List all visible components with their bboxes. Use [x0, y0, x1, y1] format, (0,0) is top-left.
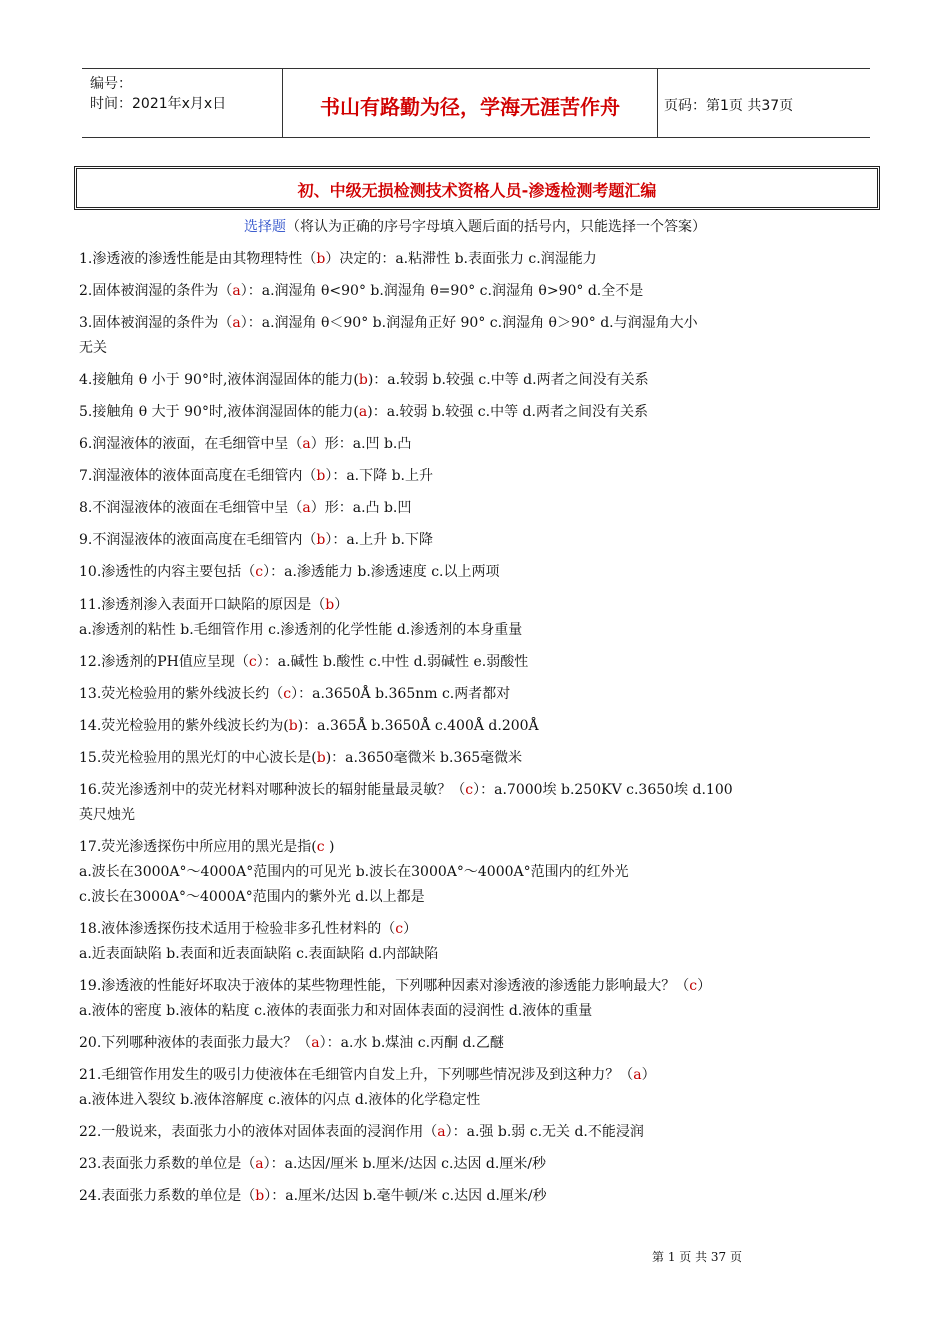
question-text: 无关: [79, 340, 107, 356]
question-line: [79, 836, 879, 856]
question-text: 21.毛细管作用发生的吸引力使液体在毛细管内自发上升，下列哪些情况涉及到这种力？（: [79, 1067, 634, 1083]
options-text: ）: [403, 921, 418, 937]
page-info: 页码：第1页 共37页: [664, 98, 794, 114]
answer-letter: a: [302, 500, 311, 516]
question-text: 20.下列哪种液体的表面张力最大？（: [79, 1035, 312, 1051]
question-line: [79, 779, 879, 799]
question-line: [79, 1032, 879, 1052]
options-text: ）：a.下降 b.上升: [325, 468, 433, 484]
question-line: [79, 943, 879, 963]
options-text: ）: [641, 1067, 656, 1083]
options-text: )：a.较弱 b.较强 c.中等 d.两者之间没有关系: [367, 404, 648, 420]
answer-letter: c: [248, 654, 257, 670]
question-text: 14.荧光检验用的紫外线波长约为(: [79, 718, 289, 734]
question-line: [79, 465, 879, 485]
document-title-box: [74, 166, 880, 210]
section-label: 选择题: [244, 219, 286, 235]
answer-letter: a: [633, 1067, 642, 1083]
question-line: [79, 975, 879, 995]
section-instruction: （将认为正确的序号字母填入题后面的括号内，只能选择一个答案）: [286, 219, 706, 235]
date-label: 时间：2021年x月x日: [90, 96, 227, 112]
options-text: ）：a.水 b.煤油 c.丙酮 d.乙醚: [319, 1035, 504, 1051]
question-text: 19.渗透液的性能好坏取决于液体的某些物理性能，下列哪种因素对渗透液的渗透能力影响最大？（: [79, 978, 690, 994]
answer-letter: b: [288, 718, 298, 734]
question-text: a.液体的密度 b.液体的粘度 c.液体的表面张力和对固体表面的浸润性 d.液体的重量: [79, 1003, 593, 1019]
question-line: [79, 1153, 879, 1173]
question-line: [79, 747, 879, 767]
options-text: ): [324, 839, 335, 855]
options-text: ）：a.润湿角 θ<90° b.润湿角 θ=90° c.润湿角 θ>90° d.全不是: [240, 283, 644, 299]
answer-letter: b: [358, 372, 368, 388]
question-line: [79, 529, 879, 549]
question-line: [79, 312, 879, 332]
options-text: ）决定的：a.粘滞性 b.表面张力 c.润湿能力: [325, 251, 597, 267]
question-text: 6.润湿液体的液面，在毛细管中呈（: [79, 436, 303, 452]
question-text: 13.荧光检验用的紫外线波长约（: [79, 686, 284, 702]
question-text: 10.渗透性的内容主要包括（: [79, 564, 256, 580]
question-text: 4.接触角 θ 小于 90°时,液体润湿固体的能力(: [79, 372, 359, 388]
question-text: 18.液体渗透探伤技术适用于检验非多孔性材料的（: [79, 921, 396, 937]
options-text: ）：a.3650Å b.365nm c.两者都对: [291, 686, 511, 702]
answer-letter: a: [232, 283, 241, 299]
answer-letter: b: [316, 468, 326, 484]
section-intro: [0, 216, 950, 236]
question-text: 17.荧光渗透探伤中所应用的黑光是指(: [79, 839, 317, 855]
answer-letter: a: [358, 404, 368, 420]
question-text: a.波长在3000A°～4000A°范围内的可见光 b.波长在3000A°～4000A°范围内的红外光: [79, 864, 629, 880]
number-label: 编号：: [90, 76, 132, 92]
motto: 书山有路勤为径，学海无涯苦作舟: [320, 95, 620, 119]
question-text: a.近表面缺陷 b.表面和近表面缺陷 c.表面缺陷 d.内部缺陷: [79, 946, 439, 962]
document-title: 初、中级无损检测技术资格人员-渗透检测考题汇编: [297, 181, 657, 200]
question-line: [79, 1064, 879, 1084]
question-line: [79, 683, 879, 703]
question-text: 11.渗透剂渗入表面开口缺陷的原因是（: [79, 597, 326, 613]
question-text: 1.渗透液的渗透性能是由其物理特性（: [79, 251, 317, 267]
header-info: [82, 69, 282, 137]
answer-letter: c: [395, 921, 404, 937]
question-text: 2.固体被润湿的条件为（: [79, 283, 233, 299]
question-text: 5.接触角 θ 大于 90°时,液体润湿固体的能力(: [79, 404, 359, 420]
question-text: a.液体进入裂纹 b.液体溶解度 c.液体的闪点 d.液体的化学稳定性: [79, 1092, 481, 1108]
question-line: [79, 497, 879, 517]
page-header: [82, 68, 870, 138]
question-line: [79, 1089, 879, 1109]
question-line: [79, 594, 879, 614]
question-line: [79, 1000, 879, 1020]
question-line: [79, 401, 879, 421]
answer-letter: b: [316, 750, 326, 766]
answer-letter: b: [325, 597, 335, 613]
options-text: ）: [697, 978, 712, 994]
options-text: ）: [334, 597, 349, 613]
options-text: ）：a.润湿角 θ＜90° b.润湿角正好 90° c.润湿角 θ＞90° d.与润湿角大小: [240, 315, 698, 331]
question-text: 英尺烛光: [79, 807, 135, 823]
answer-letter: c: [689, 978, 698, 994]
question-line: [79, 248, 879, 268]
question-line: [79, 804, 879, 824]
page-footer: 第 1 页 共 37 页: [652, 1250, 742, 1264]
question-text: 12.渗透剂的PH值应呈现（: [79, 654, 249, 670]
options-text: ）：a.上升 b.下降: [325, 532, 433, 548]
question-text: 24.表面张力系数的单位是（: [79, 1188, 256, 1204]
question-text: 9.不润湿液体的液面高度在毛细管内（: [79, 532, 317, 548]
question-line: [79, 561, 879, 581]
options-text: ）：a.达因/厘米 b.厘米/达因 c.达因 d.厘米/秒: [263, 1156, 547, 1172]
options-text: ）形：a.凹 b.凸: [310, 436, 412, 452]
answer-letter: a: [302, 436, 311, 452]
options-text: ）：a.强 b.弱 c.无关 d.不能浸润: [445, 1124, 644, 1140]
options-text: )：a.3650毫微米 b.365毫微米: [325, 750, 523, 766]
question-text: 3.固体被润湿的条件为（: [79, 315, 233, 331]
question-text: c.波长在3000A°～4000A°范围内的紫外光 d.以上都是: [79, 889, 425, 905]
question-line: [79, 433, 879, 453]
options-text: ）：a.厘米/达因 b.毫牛顿/米 c.达因 d.厘米/秒: [264, 1188, 547, 1204]
answer-letter: b: [255, 1188, 265, 1204]
answer-letter: a: [255, 1156, 264, 1172]
question-text: 23.表面张力系数的单位是（: [79, 1156, 256, 1172]
question-line: [79, 1185, 879, 1205]
header-motto-cell: [282, 69, 658, 137]
options-text: ）：a.7000埃 b.250KV c.3650埃 d.100: [473, 782, 733, 798]
answer-letter: c: [283, 686, 292, 702]
question-text: 22.一般说来，表面张力小的液体对固体表面的浸润作用（: [79, 1124, 438, 1140]
options-text: )：a.较弱 b.较强 c.中等 d.两者之间没有关系: [367, 372, 649, 388]
question-text: 16.荧光渗透剂中的荧光材料对哪种波长的辐射能量最灵敏？（: [79, 782, 466, 798]
question-line: [79, 861, 879, 881]
answer-letter: c: [255, 564, 264, 580]
question-line: [79, 715, 879, 735]
answer-letter: a: [311, 1035, 320, 1051]
options-text: ）形：a.凸 b.凹: [310, 500, 412, 516]
question-line: [79, 280, 879, 300]
options-text: )：a.365Å b.3650Å c.400Å d.200Å: [297, 718, 539, 734]
answer-letter: c: [316, 839, 325, 855]
answer-letter: b: [316, 251, 326, 267]
question-line: [79, 918, 879, 938]
question-line: [79, 369, 879, 389]
question-text: 8.不润湿液体的液面在毛细管中呈（: [79, 500, 303, 516]
question-text: 15.荧光检验用的黑光灯的中心波长是(: [79, 750, 317, 766]
answer-letter: c: [465, 782, 474, 798]
question-line: [79, 619, 879, 639]
answer-letter: b: [316, 532, 326, 548]
question-line: [79, 651, 879, 671]
question-line: [79, 1121, 879, 1141]
question-text: a.渗透剂的粘性 b.毛细管作用 c.渗透剂的化学性能 d.渗透剂的本身重量: [79, 622, 523, 638]
answer-letter: a: [232, 315, 241, 331]
options-text: ）：a.碱性 b.酸性 c.中性 d.弱碱性 e.弱酸性: [256, 654, 529, 670]
options-text: ）：a.渗透能力 b.渗透速度 c.以上两项: [263, 564, 500, 580]
question-line: [79, 337, 879, 357]
question-text: 7.润湿液体的液体面高度在毛细管内（: [79, 468, 317, 484]
answer-letter: a: [437, 1124, 446, 1140]
question-line: [79, 886, 879, 906]
